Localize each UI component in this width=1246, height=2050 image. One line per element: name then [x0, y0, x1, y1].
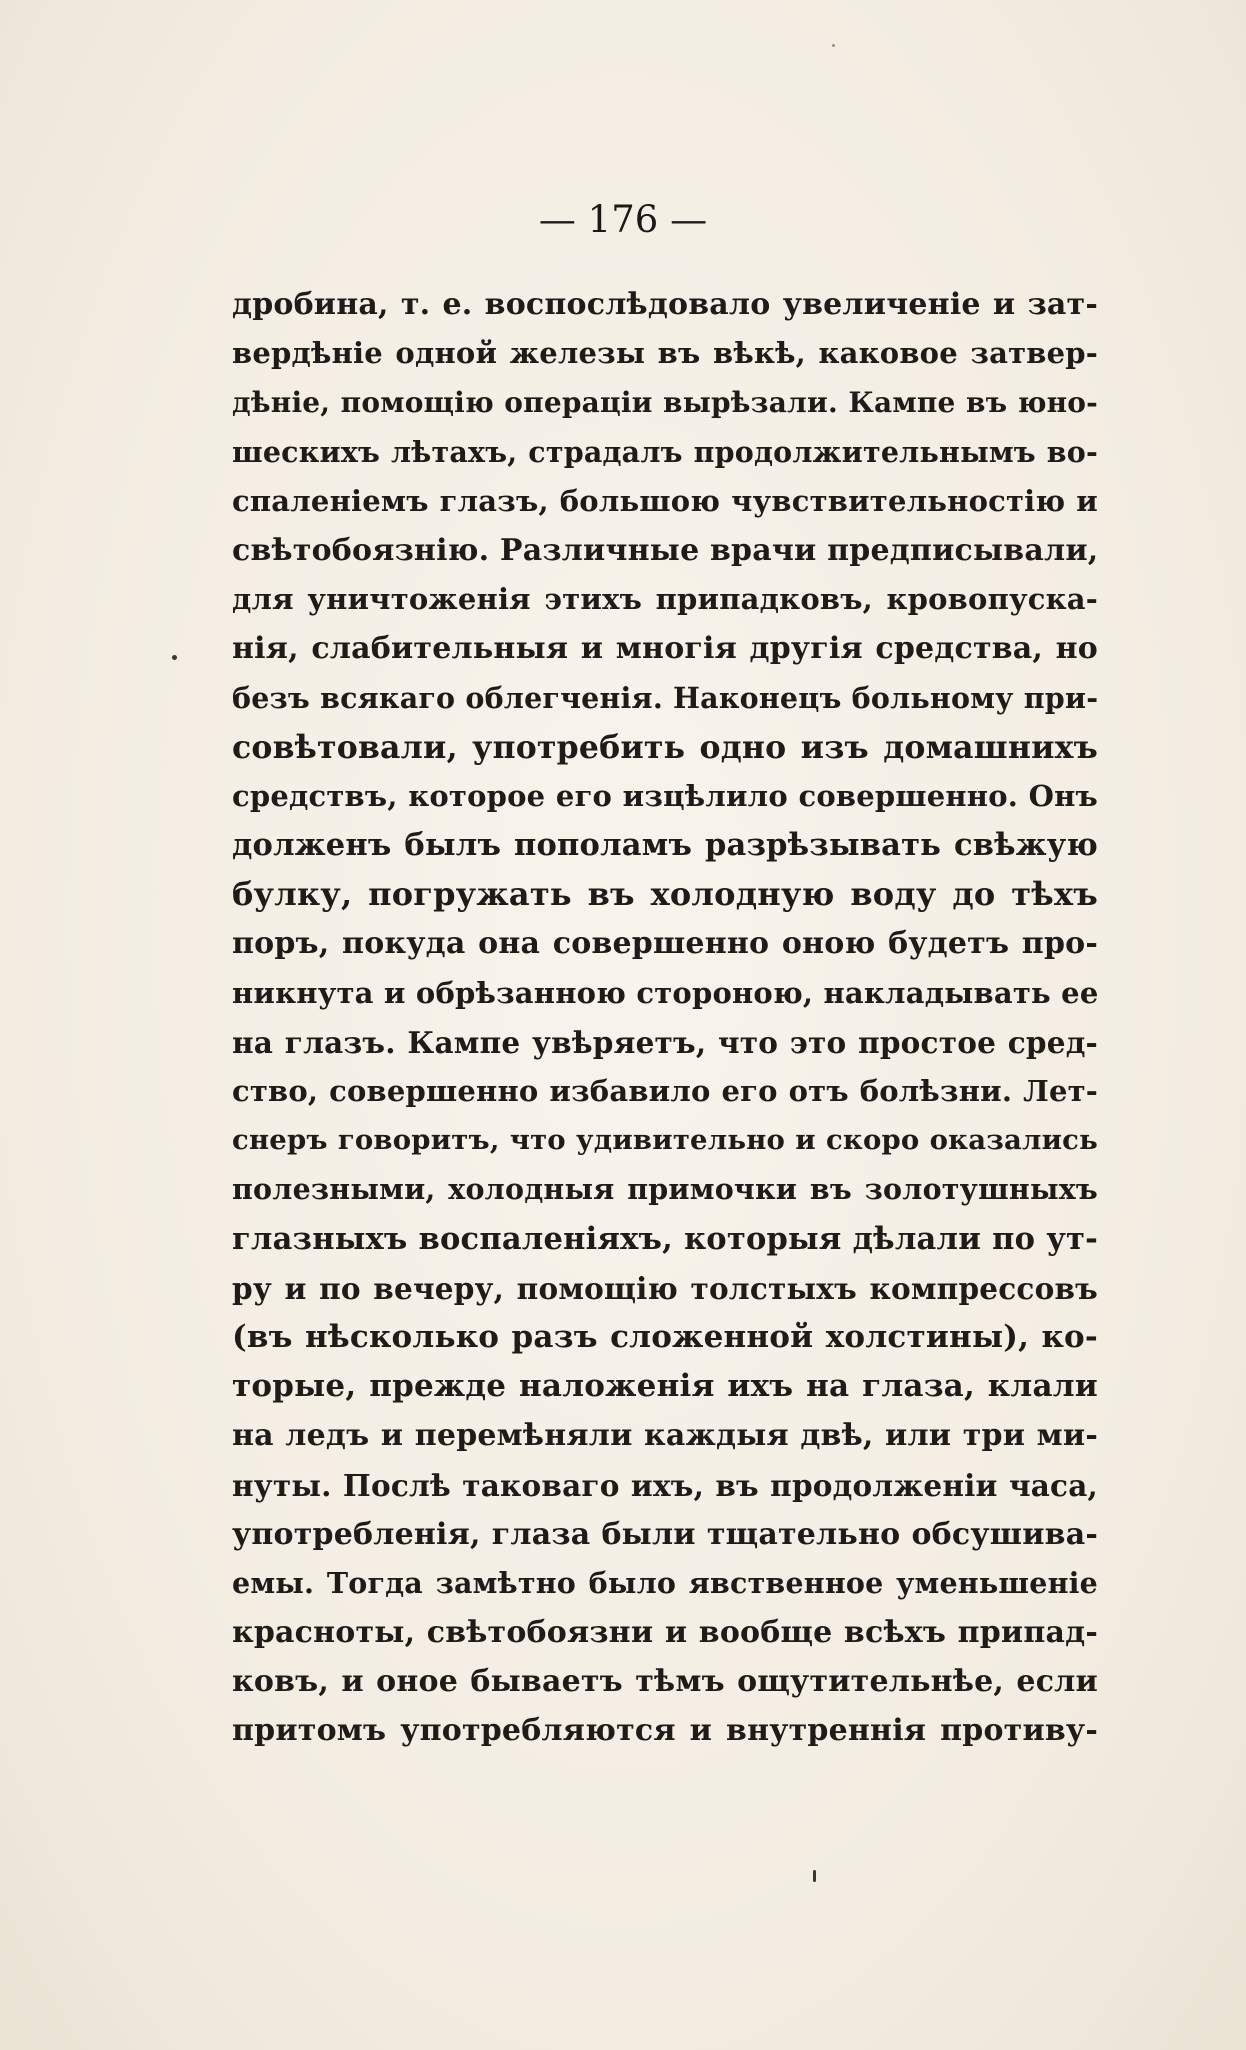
paper-speck: [832, 44, 835, 47]
text-line: булку, погружать въ холодную воду до тѣхъ: [232, 875, 1098, 914]
text-line: на глазъ. Кампе увѣряетъ, что это простое сред-: [232, 1024, 1098, 1060]
text-line: вердѣніе одной железы въ вѣкѣ, каковое затвер-: [232, 336, 1098, 371]
text-line: глазныхъ воспаленіяхъ, которыя дѣлали по ут-: [232, 1220, 1098, 1257]
text-line: дѣніе, помощію операціи вырѣзали. Кампе въ юно-: [232, 386, 1098, 420]
text-line: для уничтоженія этихъ припадковъ, кровопуска-: [232, 582, 1098, 617]
text-line: на ледъ и перемѣняли каждыя двѣ, или три ми-: [232, 1418, 1098, 1454]
text-line: дробина, т. е. воспослѣдовало увеличеніе и зат-: [232, 287, 1098, 322]
text-line: притомъ употребляются и внутреннія противу-: [232, 1713, 1098, 1749]
text-line: никнута и обрѣзанною стороною, накладывать ее: [232, 975, 1099, 1010]
body-text: [232, 280, 1098, 1756]
text-line: шескихъ лѣтахъ, страдалъ продолжительнымъ во-: [232, 434, 1098, 469]
text-line: снеръ говоритъ, что удивительно и скоро оказались: [232, 1124, 1098, 1157]
text-line: торые, прежде наложенія ихъ на глаза, клали: [232, 1368, 1098, 1405]
text-line: свѣтобоязнію. Различные врачи предписывали,: [232, 532, 1099, 568]
text-line: ковъ, и оное бываетъ тѣмъ ощутительнѣе, если: [232, 1664, 1098, 1700]
text-line: нія, слабительныя и многія другія средства, но: [232, 631, 1098, 667]
text-line: (въ нѣсколько разъ сложенной холстины), ко-: [232, 1318, 1098, 1355]
page-number: — 176 —: [538, 198, 708, 241]
text-line: ру и по вечеру, помощію толстыхъ компрессовъ: [232, 1270, 1098, 1306]
text-line: долженъ былъ пополамъ разрѣзывать свѣжую: [232, 827, 1098, 864]
text-line: нуты. Послѣ таковаго ихъ, въ продолженіи часа,: [232, 1467, 1098, 1503]
paper-speck: [813, 1870, 816, 1882]
text-line: безъ всякаго облегченія. Наконецъ больному при-: [232, 680, 1099, 715]
text-line: емы. Тогда замѣтно было явственное уменьшеніе: [232, 1565, 1098, 1600]
text-line: совѣтовали, употребить одно изъ домашнихъ: [232, 728, 1098, 766]
paper-speck: [172, 655, 177, 660]
text-line: ство, совершенно избавило его отъ болѣзни. Лет-: [232, 1074, 1098, 1108]
text-line: красноты, свѣтобоязни и вообще всѣхъ припад-: [232, 1615, 1098, 1651]
text-line: спаленіемъ глазъ, большою чувствительностію и: [232, 483, 1098, 518]
text-line: употребленія, глаза были тщательно обсушива-: [232, 1516, 1098, 1552]
text-line: полезными, холодныя примочки въ золотушныхъ: [232, 1172, 1098, 1207]
text-line: средствъ, которое его изцѣлило совершенно. Онъ: [232, 778, 1098, 813]
text-line: поръ, покуда она совершенно оною будетъ про-: [232, 926, 1098, 962]
